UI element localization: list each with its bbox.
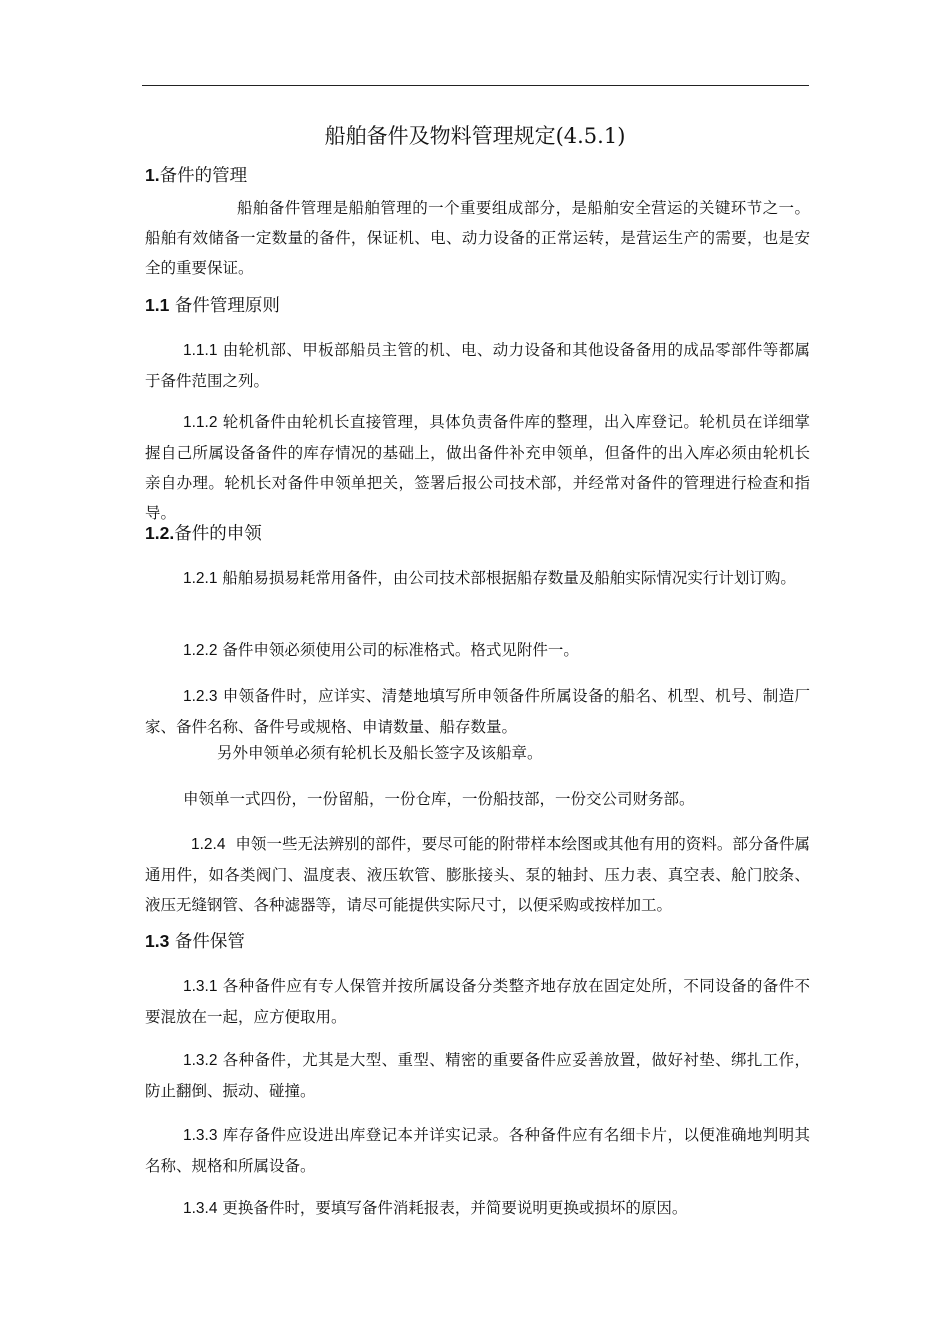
section-heading-1-1: 1.1 备件管理原则	[145, 295, 280, 316]
paragraph-1-1-2: 1.1.2 轮机备件由轮机长直接管理，具体负责备件库的整理，出入库登记。轮机员在详细掌握自己所属设备备件的库存情况的基础上，做出备件补充申领单，但备件的出入库必须由轮机长亲自办理。轮机长对备件申领单把关，签署后报公司技术部，并经常对备件的管理进行检查和指导。	[145, 413, 810, 522]
header-rule	[142, 85, 809, 86]
paragraph-1-2-3-signature-note: 另外申领单必须有轮机长及船长签字及该船章。	[217, 744, 543, 762]
section-heading-1-3: 1.3 备件保管	[145, 931, 245, 952]
paragraph-1-3-1: 1.3.1 各种备件应有专人保管并按所属设备分类整齐地存放在固定处所，不同设备的备件不要混放在一起，应方便取用。	[145, 977, 810, 1026]
section-1-intro: 船舶备件管理是船舶管理的一个重要组成部分，是船舶安全营运的关键环节之一。船舶有效储备一定数量的备件，保证机、电、动力设备的正常运转，是营运生产的需要，也是安全的重要保证。	[145, 199, 810, 277]
paragraph-1-2-4: 1.2.4 申领一些无法辨别的部件，要尽可能的附带样本绘图或其他有用的资料。部分备件属通用件，如各类阀门、温度表、液压软管、膨胀接头、泵的轴封、压力表、真空表、舱门胶条、液压无缝钢管、各种滤器等，请尽可能提供实际尺寸，以便采购或按样加工。	[145, 835, 810, 914]
document-title: 船舶备件及物料管理规定(4.5.1)	[324, 124, 626, 148]
paragraph-1-3-4: 1.3.4 更换备件时，要填写备件消耗报表，并简要说明更换或损坏的原因。	[183, 1199, 688, 1217]
paragraph-1-2-3-copies-note: 申领单一式四份，一份留船，一份仓库，一份船技部，一份交公司财务部。	[183, 790, 695, 808]
paragraph-1-2-1: 1.2.1 船舶易损易耗常用备件，由公司技术部根据船存数量及船舶实际情况实行计划订购。	[183, 569, 796, 587]
paragraph-1-1-1: 1.1.1 由轮机部、甲板部船员主管的机、电、动力设备和其他设备备用的成品零部件等都属于备件范围之列。	[145, 341, 810, 390]
paragraph-1-3-2: 1.3.2 各种备件，尤其是大型、重型、精密的重要备件应妥善放置，做好衬垫、绑扎工作，防止翻倒、振动、碰撞。	[145, 1051, 810, 1100]
paragraph-1-2-2: 1.2.2 备件申领必须使用公司的标准格式。格式见附件一。	[183, 641, 579, 659]
section-heading-1-2: 1.2.备件的申领	[145, 523, 262, 544]
paragraph-1-2-3: 1.2.3 申领备件时，应详实、清楚地填写所申领备件所属设备的船名、机型、机号、制造厂家、备件名称、备件号或规格、申请数量、船存数量。	[145, 687, 810, 736]
paragraph-1-3-3: 1.3.3 库存备件应设进出库登记本并详实记录。各种备件应有名细卡片，以便准确地判明其名称、规格和所属设备。	[145, 1126, 810, 1175]
section-heading-1: 1.备件的管理	[145, 165, 248, 186]
